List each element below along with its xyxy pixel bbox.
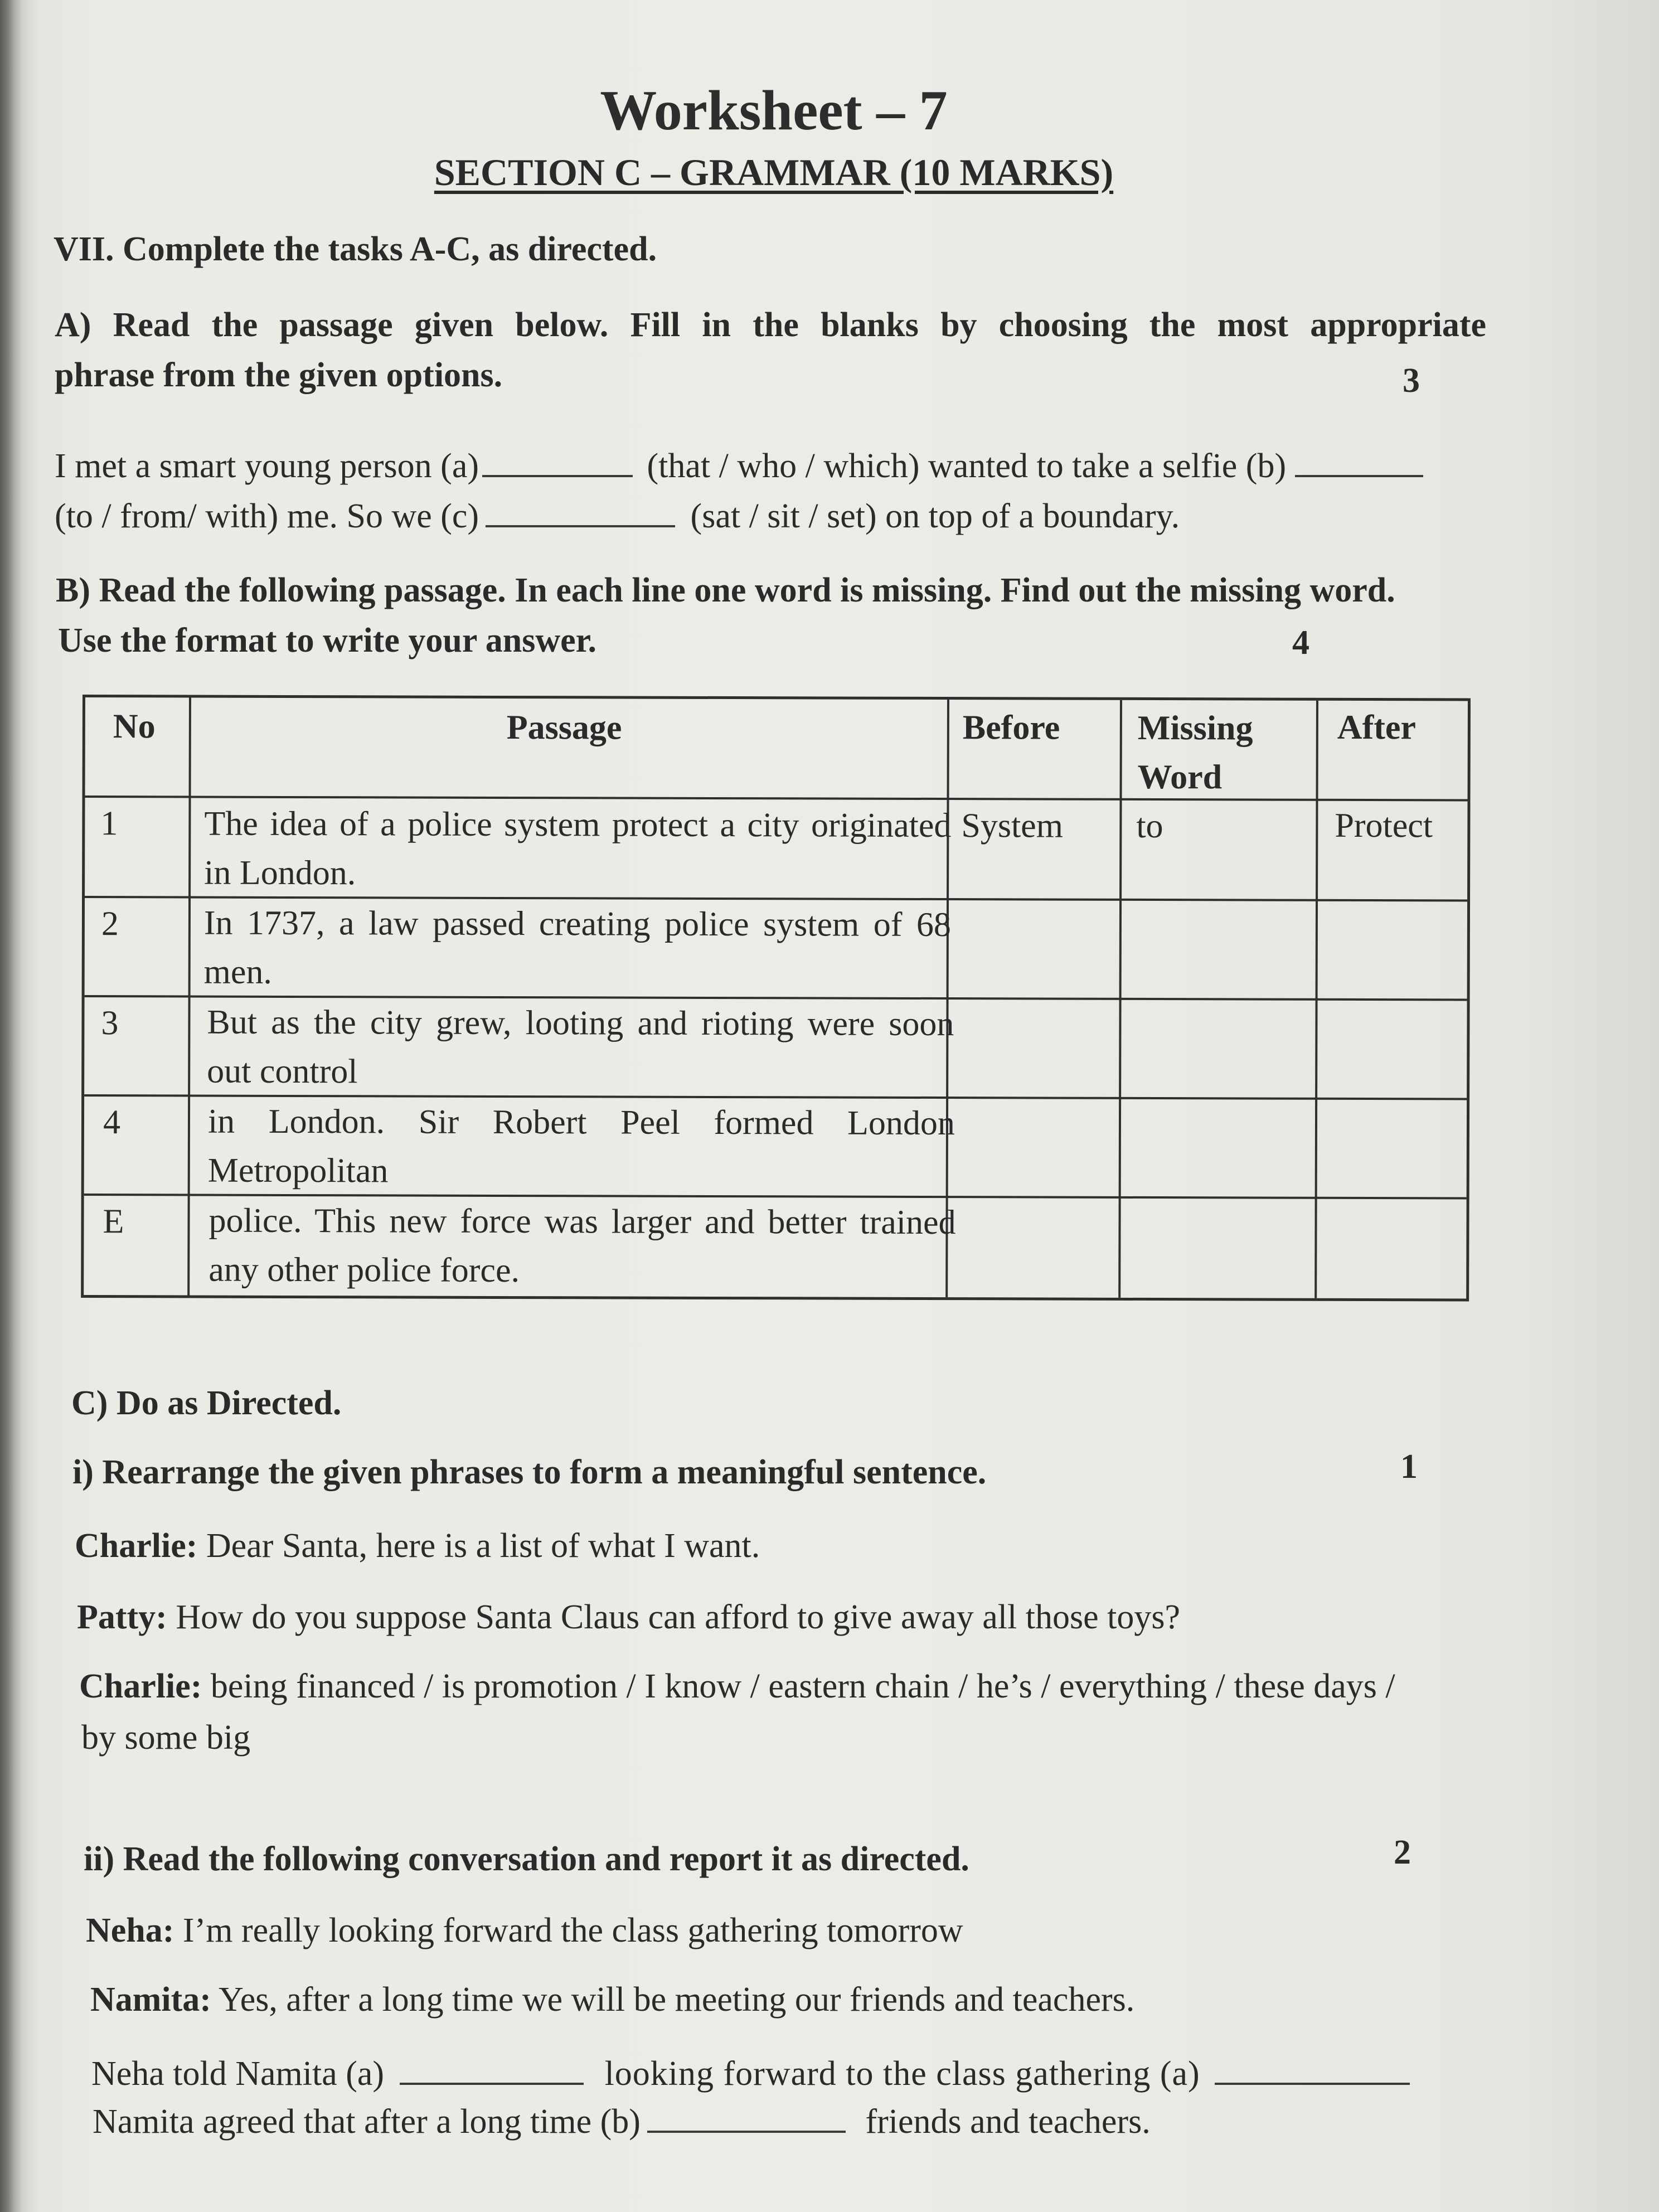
report-blank-a2[interactable] [1215, 2051, 1410, 2085]
blank-c[interactable] [486, 494, 675, 527]
header-missing-line1: Missing [1137, 709, 1253, 748]
table-row-3-missing[interactable] [1136, 1001, 1303, 1091]
part-c-ii-marks: 2 [1394, 1833, 1411, 1871]
table-row-2-no: 2 [101, 905, 119, 943]
conversation-line-1 [86, 1911, 963, 1951]
table-row-1-before[interactable]: System [961, 807, 1064, 845]
header-before: Before [962, 709, 1060, 747]
table-row-3-after[interactable] [1334, 1002, 1462, 1092]
table-row-2-passage: In 1737, a law passed creating police system of 68 men. [203, 904, 952, 991]
report-line-1 [91, 2051, 1410, 2094]
header-no: No [113, 707, 156, 746]
header-after: After [1337, 708, 1417, 747]
part-a-passage-line1 [55, 444, 1423, 486]
part-a-text-1: I met a smart young person (a) [55, 447, 479, 485]
blank-a[interactable] [482, 444, 633, 477]
conversation-text-1: I’m really looking forward the class gathering tomorrow [182, 1912, 963, 1949]
dialogue-line-3-cont: by some big [81, 1719, 251, 1757]
part-c-ii-instruction: ii) Read the following conversation and report it as directed. [84, 1840, 969, 1878]
table-row-2-before[interactable] [961, 901, 1112, 991]
part-a-text-2: (that / who / which) wanted to take a selfie (b) [647, 447, 1287, 485]
part-c-i-instruction: i) Rearrange the given phrases to form a meaningful sentence. [72, 1453, 987, 1491]
table-row-1-no: 1 [100, 804, 118, 843]
table-row-5-missing[interactable] [1135, 1200, 1302, 1289]
report-text-2: looking forward to the class gathering (a) [604, 2055, 1200, 2093]
part-a-instruction-line2: phrase from the given options. [55, 356, 503, 394]
conversation-line-2 [90, 1980, 1134, 2020]
header-missing-line2: Word [1137, 758, 1223, 797]
speaker-neha: Neha: [86, 1912, 174, 1949]
table-row-4-passage: in London. Sir Robert Peel formed London Metropolitan [207, 1102, 955, 1190]
table-row-1-missing[interactable]: to [1136, 807, 1163, 846]
part-b-marks: 4 [1292, 624, 1309, 662]
report-text-3: Namita agreed that after a long time (b) [93, 2103, 641, 2141]
part-c-heading: C) Do as Directed. [71, 1384, 342, 1422]
table-row-4-no: 4 [103, 1103, 121, 1142]
conversation-text-2: Yes, after a long time we will be meeting our friends and teachers. [219, 1981, 1135, 2019]
dialogue-text-3: being financed / is promotion / I know / eastern chain / he’s / everything / these days / [210, 1667, 1395, 1705]
table-row-5-after[interactable] [1333, 1200, 1462, 1290]
report-blank-a1[interactable] [400, 2051, 584, 2085]
part-c-i-marks: 1 [1400, 1448, 1418, 1486]
table-row-4-before[interactable] [961, 1100, 1111, 1190]
part-a-passage-line2 [55, 494, 1180, 536]
report-blank-b[interactable] [647, 2099, 846, 2133]
blank-b[interactable] [1295, 444, 1423, 477]
speaker-charlie: Charlie: [79, 1667, 202, 1705]
table-row-2-after[interactable] [1335, 903, 1463, 992]
table-row-3-no: 3 [101, 1004, 119, 1042]
section-heading: SECTION C – GRAMMAR (10 MARKS) [434, 151, 1114, 193]
speaker-namita: Namita: [90, 1981, 211, 2019]
report-line-2 [93, 2099, 1151, 2142]
part-b-instruction-line1: B) Read the following passage. In each line one word is missing. Find out the missing word. [56, 571, 1395, 609]
speaker-patty: Patty: [77, 1598, 167, 1636]
part-a-instruction-line1 [55, 305, 1486, 345]
dialogue-line-1 [75, 1526, 760, 1566]
table-row-5-passage: police. This new force was larger and better trained any other police force. [208, 1201, 956, 1290]
table-row-1-passage: The idea of a police system protect a city originated in London. [204, 804, 952, 892]
part-a-instruction-text: A) Read the passage given below. Fill in the blanks by choosing the most appropriate [55, 306, 1486, 344]
table-row-3-passage: But as the city grew, looting and rioting were soon out control [207, 1003, 954, 1091]
question-heading: VII. Complete the tasks A-C, as directed. [54, 230, 657, 268]
part-a-text-3: (to / from/ with) me. So we (c) [55, 497, 479, 535]
dialogue-line-3 [79, 1667, 1395, 1706]
header-missing-word [1138, 704, 1253, 802]
dialogue-text-2: How do you suppose Santa Claus can afford to give away all those toys? [176, 1598, 1180, 1636]
table-row-4-after[interactable] [1334, 1101, 1462, 1191]
table-row-3-before[interactable] [961, 1001, 1111, 1090]
table-row-5-no: E [103, 1202, 124, 1241]
table-row-2-missing[interactable] [1136, 902, 1303, 992]
speaker-charlie: Charlie: [75, 1527, 198, 1565]
dialogue-text-1: Dear Santa, here is a list of what I want. [206, 1527, 760, 1565]
part-a-text-4: (sat / sit / set) on top of a boundary. [690, 497, 1180, 535]
missing-word-table [81, 695, 1471, 1302]
page-title: Worksheet – 7 [600, 79, 948, 142]
part-b-instruction-line2: Use the format to write your answer. [58, 622, 596, 659]
part-a-marks: 3 [1403, 362, 1420, 400]
table-row-5-before[interactable] [960, 1199, 1110, 1289]
report-text-1: Neha told Namita (a) [91, 2055, 385, 2093]
header-passage: Passage [506, 708, 622, 747]
table-row-4-missing[interactable] [1136, 1100, 1303, 1190]
report-text-4: friends and teachers. [865, 2103, 1151, 2141]
dialogue-line-2 [77, 1598, 1180, 1637]
table-row-1-after[interactable]: Protect [1335, 806, 1433, 845]
